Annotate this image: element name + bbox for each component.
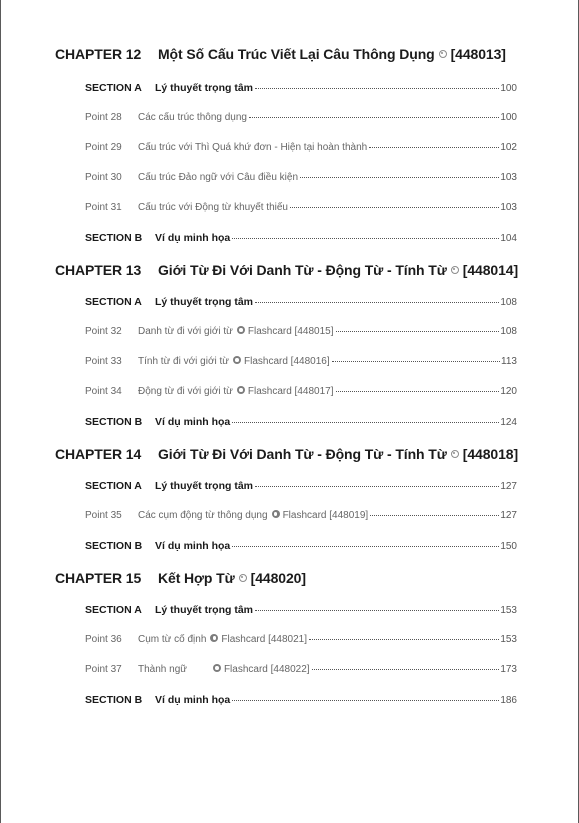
toc-point-entry[interactable] [85, 356, 517, 367]
dot-leader [249, 116, 499, 118]
page-number: 153 [500, 605, 517, 616]
toc-point-entry[interactable] [85, 326, 517, 337]
toc-point-entry[interactable] [85, 172, 517, 183]
dot-leader [309, 638, 499, 640]
toc-point-entry[interactable] [85, 386, 517, 397]
entry-title: Ví dụ minh họa [155, 694, 231, 706]
chapter-number: CHAPTER 15 [55, 570, 142, 586]
toc-section-entry[interactable] [85, 82, 517, 94]
dot-leader [300, 176, 499, 178]
entry-title: Các cụm động từ thông dụng [138, 510, 268, 521]
page-number: 100 [500, 112, 517, 123]
chapter-code: [448013] [450, 46, 506, 62]
entry-title: Động từ đi với giới từ [138, 386, 233, 397]
flashcard-code: Flashcard [448015] [247, 326, 334, 337]
dot-leader [370, 514, 499, 516]
toc-section-entry[interactable] [85, 296, 517, 308]
chapter-title: Giới Từ Đi Với Danh Từ - Động Từ - Tính Từ [158, 446, 447, 462]
entry-title: Lý thuyết trọng tâm [155, 82, 254, 94]
page-number: 150 [500, 541, 517, 552]
section-label: SECTION B [85, 416, 143, 428]
code-circle-icon [451, 450, 459, 458]
toc-section-entry[interactable] [85, 694, 517, 706]
section-label: SECTION A [85, 82, 142, 94]
page-left-edge [0, 0, 1, 823]
chapter-title: Giới Từ Đi Với Danh Từ - Động Từ - Tính Từ [158, 262, 447, 278]
page-number: 153 [500, 634, 517, 645]
chapter-heading[interactable] [55, 446, 521, 462]
toc-point-entry[interactable] [85, 112, 517, 123]
dot-leader [255, 301, 499, 303]
page-number: 102 [500, 142, 517, 153]
point-label: Point 30 [85, 172, 122, 183]
page-number: 124 [500, 417, 517, 428]
page-number: 104 [500, 233, 517, 244]
entry-title: Ví dụ minh họa [155, 416, 231, 428]
section-label: SECTION B [85, 694, 143, 706]
flashcard-link[interactable] [268, 510, 369, 521]
flashcard-link[interactable] [229, 356, 330, 367]
toc-section-entry[interactable] [85, 232, 517, 244]
point-label: Point 32 [85, 326, 122, 337]
entry-title: Lý thuyết trọng tâm [155, 480, 254, 492]
entry-title: Cấu trúc Đảo ngữ với Câu điều kiện [138, 172, 298, 183]
dot-leader [232, 545, 499, 547]
page-number: 103 [500, 172, 517, 183]
point-label: Point 35 [85, 510, 122, 521]
point-label: Point 36 [85, 634, 122, 645]
flashcard-icon [233, 356, 241, 364]
flashcard-link[interactable] [206, 634, 307, 645]
toc-point-entry[interactable] [85, 510, 517, 521]
page-number: 127 [500, 510, 517, 521]
chapter-number: CHAPTER 12 [55, 46, 142, 62]
page-number: 113 [501, 356, 517, 367]
page-number: 127 [500, 481, 517, 492]
entry-title: Cụm từ cố định [138, 634, 207, 645]
chapter-heading[interactable] [55, 262, 521, 278]
page-number: 186 [500, 695, 517, 706]
dot-leader [232, 421, 499, 423]
chapter-number: CHAPTER 14 [55, 446, 142, 462]
chapter-code: [448020] [250, 570, 306, 586]
chapter-title: Một Số Cấu Trúc Viết Lại Câu Thông Dụng [158, 46, 435, 62]
point-label: Point 31 [85, 202, 122, 213]
dot-leader [369, 146, 499, 148]
point-label: Point 28 [85, 112, 122, 123]
entry-title: Tính từ đi với giới từ [138, 356, 229, 367]
dot-leader [290, 206, 499, 208]
flashcard-icon [237, 326, 245, 334]
flashcard-icon [210, 634, 218, 642]
point-label: Point 29 [85, 142, 122, 153]
toc-section-entry[interactable] [85, 480, 517, 492]
chapter-code: [448018] [462, 446, 519, 462]
toc-point-entry[interactable] [85, 142, 517, 153]
toc-section-entry[interactable] [85, 540, 517, 552]
page-number: 100 [500, 83, 517, 94]
page-number: 108 [500, 297, 517, 308]
toc-section-entry[interactable] [85, 604, 517, 616]
chapter-heading[interactable] [55, 46, 521, 62]
section-label: SECTION B [85, 540, 143, 552]
entry-title: Lý thuyết trọng tâm [155, 604, 254, 616]
entry-title: Thành ngữ [138, 664, 187, 675]
chapter-code: [448014] [462, 262, 519, 278]
point-label: Point 34 [85, 386, 122, 397]
entry-title: Cấu trúc với Thì Quá khứ đơn - Hiện tại hoàn thành [138, 142, 368, 153]
page-number: 103 [500, 202, 517, 213]
dot-leader [255, 87, 499, 89]
dot-leader [312, 668, 500, 670]
flashcard-link[interactable] [233, 386, 334, 397]
dot-leader [232, 237, 499, 239]
point-label: Point 33 [85, 356, 122, 367]
flashcard-code: Flashcard [448017] [247, 386, 334, 397]
code-circle-icon [439, 50, 447, 58]
entry-title: Lý thuyết trọng tâm [155, 296, 254, 308]
flashcard-code: Flashcard [448016] [243, 356, 330, 367]
dot-leader [232, 699, 499, 701]
entry-title: Ví dụ minh họa [155, 232, 231, 244]
page-number: 173 [500, 664, 517, 675]
toc-point-entry[interactable] [85, 664, 517, 675]
section-label: SECTION A [85, 480, 142, 492]
chapter-number: CHAPTER 13 [55, 262, 142, 278]
code-circle-icon [451, 266, 459, 274]
section-label: SECTION A [85, 296, 142, 308]
flashcard-link[interactable] [187, 664, 310, 675]
dot-leader [332, 360, 500, 362]
toc-point-entry[interactable] [85, 202, 517, 213]
section-label: SECTION A [85, 604, 142, 616]
toc-section-entry[interactable] [85, 416, 517, 428]
entry-title: Danh từ đi với giới từ [138, 326, 233, 337]
entry-title: Ví dụ minh họa [155, 540, 231, 552]
flashcard-code: Flashcard [448019] [282, 510, 369, 521]
toc-point-entry[interactable] [85, 634, 517, 645]
flashcard-icon [213, 664, 221, 672]
page-number: 120 [500, 386, 517, 397]
entry-title: Các cấu trúc thông dụng [138, 112, 247, 123]
flashcard-link[interactable] [233, 326, 334, 337]
page-number: 108 [500, 326, 517, 337]
flashcard-code: Flashcard [448022] [223, 664, 310, 675]
flashcard-icon [272, 510, 280, 518]
dot-leader [336, 390, 500, 392]
chapter-heading[interactable] [55, 570, 521, 586]
point-label: Point 37 [85, 664, 122, 675]
flashcard-icon [237, 386, 245, 394]
section-label: SECTION B [85, 232, 143, 244]
dot-leader [336, 330, 500, 332]
chapter-title: Kết Hợp Từ [158, 570, 235, 586]
code-circle-icon [239, 574, 247, 582]
entry-title: Cấu trúc với Động từ khuyết thiếu [138, 202, 288, 213]
dot-leader [255, 485, 499, 487]
dot-leader [255, 609, 499, 611]
flashcard-code: Flashcard [448021] [221, 634, 308, 645]
